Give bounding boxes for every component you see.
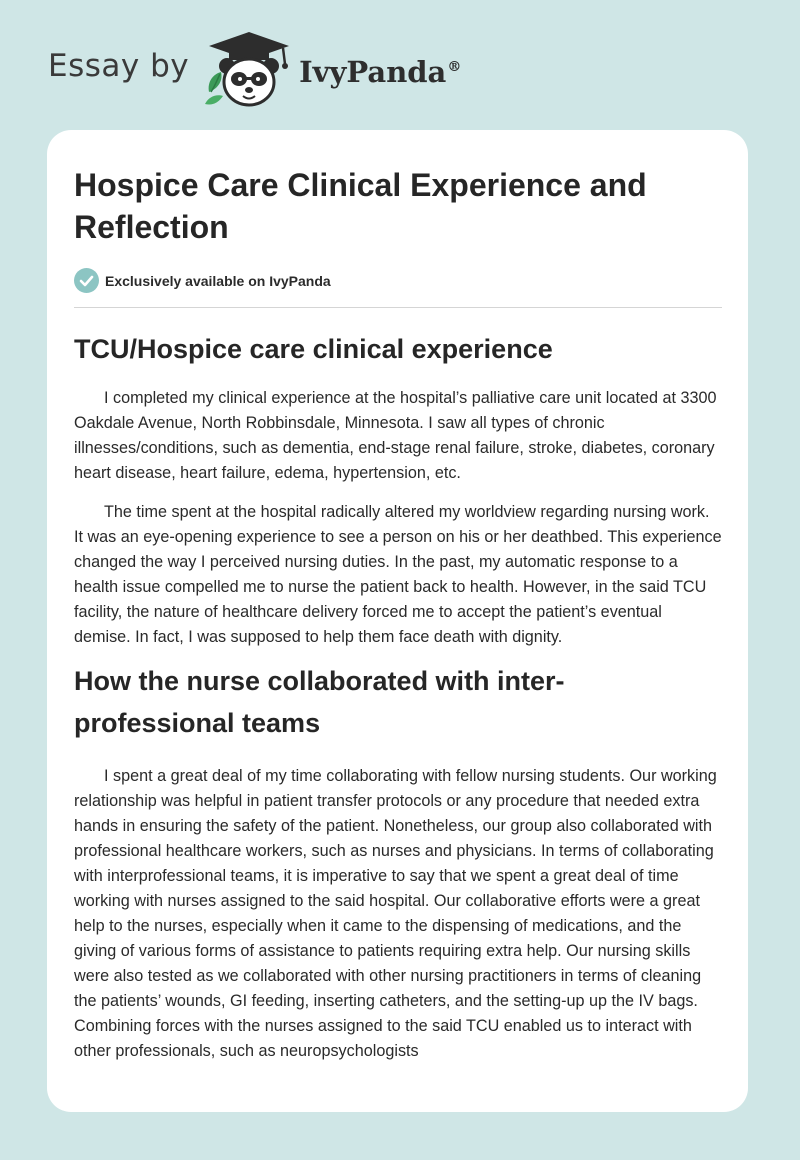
brand-name: IvyPanda® (299, 55, 462, 89)
check-circle-icon (74, 268, 99, 293)
paragraph: I completed my clinical experience at the hospital’s palliative care unit located at 3300 Oakdale Avenue, North Robbinsdale, Minnesota. I saw all types of chronic illnesses/conditions, such as dementia, end-stage renal failure, stroke, diabetes, coronary heart disease, heart failure, edema, hypertension, etc. (74, 389, 717, 482)
essay-by-label: Essay by (48, 48, 190, 84)
essay-card (47, 130, 748, 1112)
paragraph: The time spent at the hospital radically altered my worldview regarding nursing work. It was an eye-opening experience to see a person on his or her deathbed. This experience changed the way I perceived nursing duties. In the past, my automatic response to a health issue compelled me to nurse the patient back to health. However, in the said TCU facility, the nature of healthcare delivery forced me to accept the patient’s eventual demise. In fact, I was supposed to help them face death with dignity. (74, 503, 722, 646)
exclusive-badge (74, 268, 722, 308)
site-header (48, 30, 461, 110)
exclusive-badge-label: Exclusively available on IvyPanda (105, 272, 331, 289)
paragraph: I spent a great deal of my time collaborating with fellow nursing students. Our working relationship was helpful in patient transfer protocols or any procedure that needed extra hands in ensuring the safety of the patient. Nonetheless, our group also collaborated with professional healthcare workers, such as nurses and physicians. In terms of collaborating with interprofessional teams, it is imperative to say that we spent a great deal of time working with nurses assigned to the said hospital. Our collaborative efforts were a great help to the nurses, especially when it came to the dispensing of medications, and the giving of various forms of assistance to patients requiring extra help. Our nursing skills were also tested as we collaborated with other nursing practitioners in terms of cleaning the patients’ wounds, GI feeding, inserting catheters, and the setting-up up the IV bags. Combining forces with the nurses assigned to the said TCU enabled us to interact with other professionals, such as neuropsychologists (74, 767, 717, 1060)
panda-graduate-icon (203, 30, 295, 110)
page-title: Hospice Care Clinical Experience and Reflection (74, 167, 647, 245)
section-heading: How the nurse collaborated with inter-professional teams (74, 666, 565, 738)
section-heading: TCU/Hospice care clinical experience (74, 334, 553, 364)
